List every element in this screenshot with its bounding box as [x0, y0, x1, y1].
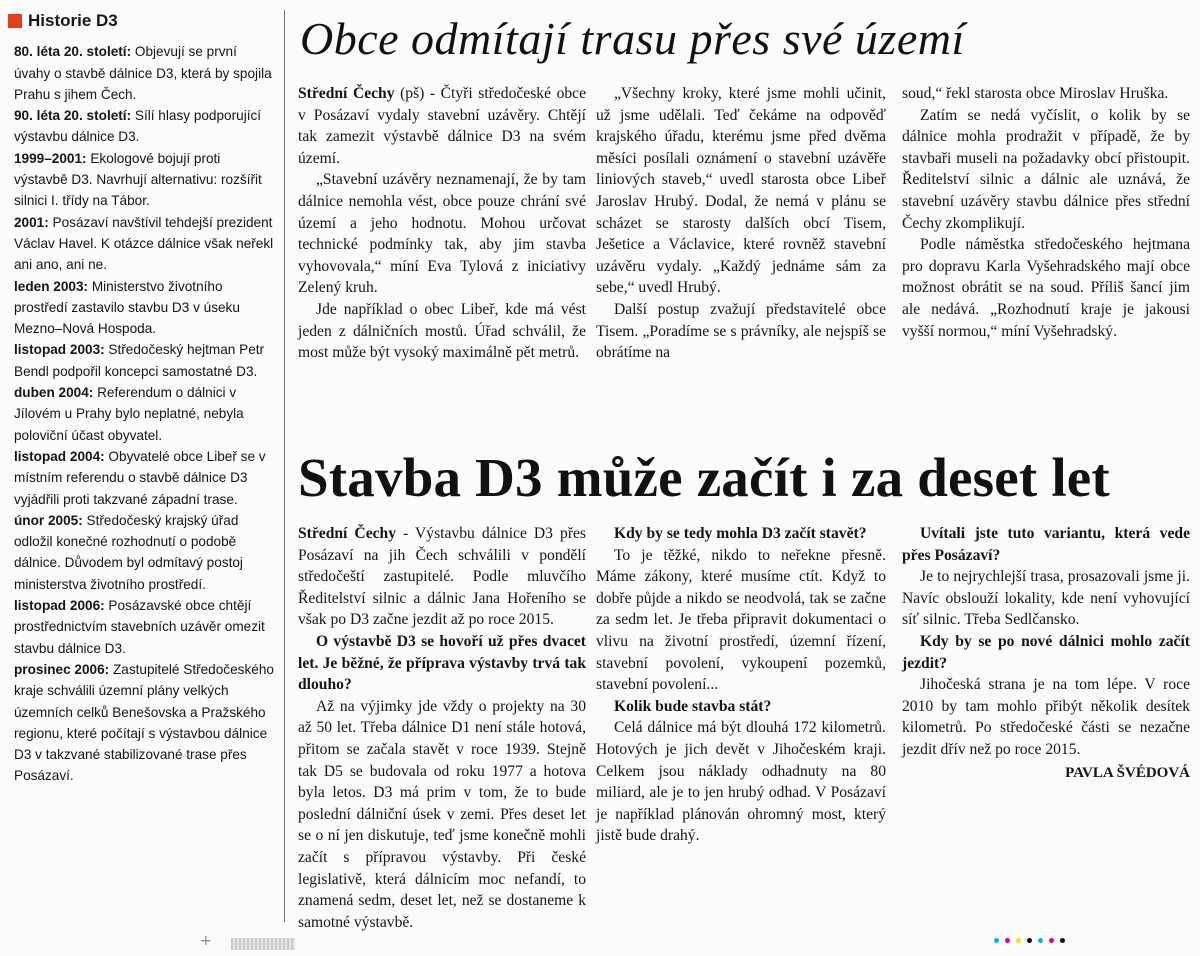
article1-column-3 — [902, 83, 1190, 342]
timeline-item — [14, 148, 274, 212]
article1-paragraph: Střední Čechy (pš) - Čtyři středočeské obce v Posázaví vydaly stavební uzávěry. Chtějí tak zamezit výstavbě dálnice D3 na svém území. — [298, 85, 587, 167]
timeline-text: Ekologové bojují proti výstavbě D3. Navrhují alternativu: rozšířit silnici I. třídy na Tábor. — [14, 150, 262, 209]
registration-dot-icon — [994, 938, 999, 943]
interview-answer-start: Až na výjimky jde vždy o projekty na 30 až 50 let. Třeba dálnice D1 není stále hotová, přitom se začala stavět v roce 1939. Stejně tak D5 se budovala od roku 1977 a hotova byla letos. D3 má prim v tom, že to bude poslední dálniční úsek v zemi. Přes deset let se o ní jen diskutuje, teď jsme konečně mohli začít s přípravou výstavby. Při české legislativě, která dálnicím moc nefandí, to znamená sedm, deset let, než se dostaneme k samotné výstavbě. — [298, 697, 586, 931]
registration-dot-icon — [1005, 938, 1010, 943]
article1-column-1 — [298, 83, 586, 364]
interview-answer: To je těžké, nikdo to neřekne přesně. Máme zákony, které musíme ctít. Když to dobře půjde a nikdo se neodvolá, tak se začne za sedm let. Je třeba připravit dokumentaci o vlivu na životní prostředí, územní řízení, stavební povolení, vykoupení pozemků, stavební povolení... — [596, 546, 886, 694]
timeline-item — [14, 659, 274, 787]
article2-column-1 — [298, 523, 586, 933]
timeline-date: 1999–2001: — [14, 150, 87, 166]
timeline-text: Středočeský krajský úřad odložil konečné rozhodnutí o podobě dálnice. Důvodem byl odmítavý postoj ministerstva životního prostředí. — [14, 512, 243, 592]
timeline-item — [14, 276, 274, 340]
interview-question: Kolik bude stavba stát? — [614, 697, 772, 715]
sidebar-title: Historie D3 — [28, 11, 118, 30]
timeline-date: listopad 2006: — [14, 598, 105, 614]
timeline-item — [14, 105, 274, 148]
timeline-text: Posázavské obce chtějí prostřednictvím stavebních uzávěr omezit stavbu dálnice D3. — [14, 598, 265, 656]
article1-paragraph: „Všechny kroky, které jsme mohli učinit, už jsme udělali. Teď čekáme na odpověď krajského úřadu, kterému jsme před dvěma měsíci posílali oznámení o stavební uzávěře liniových staveb,“ uvedl starosta obce Libeř Jaroslav Hrubý. Dodal, že nemá v plánu se scházet se starosty dalších obcí Tisem, Ješetice a Václavice, které rovněž stavební uzávěru vydaly. „Každý jednáme sám za sebe,“ uvedl Hrubý. — [596, 85, 886, 297]
registration-dot-icon — [1027, 938, 1032, 943]
interview-answer: Je to nejrychlejší trasa, prosazovali jsme ji. Navíc obslouží lokality, kde není vyhovující síť silnic. Třeba Sedlčansko. — [902, 568, 1190, 629]
interview-question: Uvítali jste tuto variantu, která vede přes Posázaví? — [902, 525, 1190, 564]
article1-paragraph: Podle náměstka středočeského hejtmana pro dopravu Karla Vyšehradského mají obce možnost obrátit se na soud. Příliš šancí jim ale nedává. „Rozhodnutí kraje je jakousi vyšší normou,“ míní Vyšehradský. — [902, 236, 1190, 340]
interview-question: O výstavbě D3 se hovoří už přes dvacet let. Je běžné, že příprava výstavby trvá tak dlouho? — [298, 632, 586, 694]
timeline-text: Sílí hlasy podporující výstavbu dálnice D3. — [14, 108, 262, 145]
interview-question: Kdy by se tedy mohla D3 začít stavět? — [614, 525, 867, 542]
timeline-text: Ministerstvo životního prostředí zastavilo stavbu D3 v úseku Mezno–Nová Hospoda. — [14, 278, 240, 337]
timeline-item — [14, 382, 274, 446]
article1-paragraph: „Stavební uzávěry neznamenají, že by tam dálnice nemohla vést, obce pouze chrání své území a jeho hodnotu. Mohou určovat technické podmínky tak, aby jim stavba vyhovovala,“ míní Eva Tylová z iniciativy Zelený kruh. — [298, 171, 586, 297]
timeline-date: listopad 2003: — [14, 342, 105, 358]
registration-dot-icon — [1049, 938, 1054, 943]
timeline-date: listopad 2004: — [14, 448, 105, 464]
timeline-date: 80. léta 20. století: — [14, 44, 132, 60]
timeline-date: duben 2004: — [14, 385, 94, 401]
registration-dot-icon — [1016, 938, 1021, 943]
print-gray-bar — [231, 938, 295, 950]
registration-dot-icon — [1038, 938, 1043, 943]
timeline-date: leden 2003: — [14, 278, 89, 294]
crop-mark-icon: + — [200, 933, 212, 949]
registration-dots — [994, 938, 1065, 943]
timeline-text: Obyvatelé obce Libeř se v místním referendu o stavbě dálnice D3 vyjádřili proti takzvané západní trase. — [14, 448, 266, 507]
interview-question: Kdy by se po nové dálnici mohlo začít jezdit? — [902, 632, 1190, 672]
article1-column-2 — [596, 83, 886, 364]
timeline-item — [14, 446, 274, 510]
timeline-text: Zastupitelé Středočeského kraje schválili územní plány velkých územních celků Benešovska a Pražského regionu, které počítají s výstavbou dálnice D3 v takzvané stabilizované trase přes Posázaví. — [14, 661, 274, 784]
timeline-date: prosinec 2006: — [14, 661, 110, 677]
timeline-item — [14, 41, 274, 105]
registration-dot-icon — [1060, 938, 1065, 943]
timeline-item — [14, 339, 274, 382]
interview-answer: Celá dálnice má být dlouhá 172 kilometrů. Hotových je jich devět v Jihočeském kraji. Celkem jsou náklady odhadnuty na 80 miliard, ale je to jen hrubý odhad. V Posázaví je například plánován ohromný most, který jistě bude drahý. — [596, 719, 886, 845]
dateline: Střední Čechy — [298, 85, 395, 102]
article1-paragraph: Zatím se nedá vyčíslit, o kolik by se dálnice mohla prodražit v případě, že by stavbaři museli na požadavky obcí přistoupit. Ředitelství silnic a dálnic ale uznává, že stavební uzávěry stavbu dálnice přes střední Čechy zkomplikují. — [902, 106, 1190, 232]
timeline-item — [14, 595, 274, 659]
timeline-item — [14, 510, 274, 595]
author-signature: PAVLA ŠVÉDOVÁ — [1065, 764, 1190, 781]
article2-intro: Střední Čechy - Výstavbu dálnice D3 přes Posázaví na jih Čech schválili v pondělí středočeští zastupitelé. Podle mluvčího Ředitelství silnic a dálnic Jana Hořeního se však po D3 začne jezdit až po roce 2015. — [298, 525, 587, 629]
article1-paragraph: soud,“ řekl starosta obce Miroslav Hruška. — [902, 85, 1169, 102]
history-sidebar — [8, 10, 274, 787]
timeline-list — [8, 41, 274, 786]
timeline-text: Referendum o dálnici v Jílovém u Prahy bylo neplatné, nebyla poloviční účast obyvatel. — [14, 385, 244, 443]
headline-article-2: Stavba D3 může začít i za deset let — [298, 447, 1110, 508]
dateline: Střední Čechy — [298, 525, 397, 542]
timeline-date: 90. léta 20. století: — [14, 108, 132, 124]
article1-paragraph: Další postup zvažují představitelé obce Tisem. „Poradíme se s právníky, ale nejspíš se obrátíme na — [596, 300, 886, 362]
red-square-icon — [8, 14, 22, 28]
timeline-text: Středočeský hejtman Petr Bendl podpořil koncepci samostatné D3. — [14, 342, 265, 379]
interview-answer: Jihočeská strana je na tom lépe. V roce 2010 by tam mohlo přibýt několik desítek kilometrů. Po středočeské části se nezačne jezdit dřív než po roce 2015. — [902, 676, 1190, 758]
article2-column-2 — [596, 523, 886, 847]
column-divider — [284, 10, 285, 922]
timeline-item — [14, 212, 274, 276]
timeline-date: únor 2005: — [14, 512, 83, 528]
sidebar-header — [8, 10, 274, 31]
timeline-date: 2001: — [14, 214, 49, 230]
headline-article-1: Obce odmítají trasu přes své území — [300, 13, 965, 64]
timeline-text: Posázaví navštívil tehdejší prezident Václav Havel. K otázce dálnice však neřekl ani ano, ani ne. — [14, 214, 274, 273]
timeline-text: Objevují se první úvahy o stavbě dálnice D3, která by spojila Prahu s jihem Čech. — [14, 44, 272, 102]
article1-paragraph: Jde například o obec Libeř, kde má vést jeden z dálničních mostů. Úřad schválil, že most může být vysoký maximálně pět metrů. — [298, 300, 586, 362]
article2-column-3 — [902, 523, 1190, 784]
